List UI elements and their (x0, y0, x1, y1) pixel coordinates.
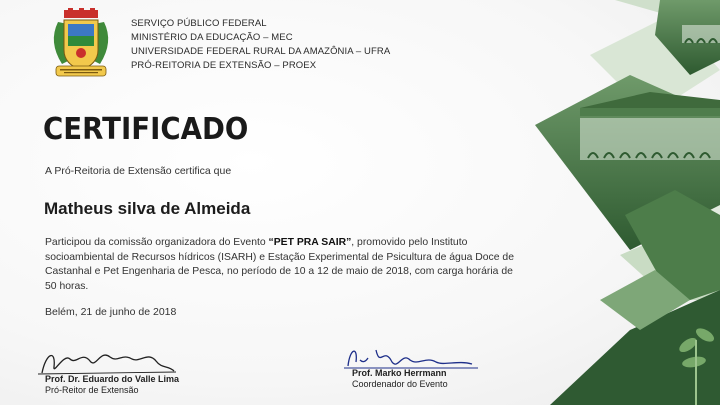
event-name: “PET PRA SAIR” (268, 237, 352, 248)
header-line-2: MINISTÉRIO DA EDUCAÇÃO – MEC (131, 32, 293, 43)
header-line-4: PRÓ-REITORIA DE EXTENSÃO – PROEX (131, 60, 317, 71)
certificate-title: CERTIFICADO (43, 112, 249, 147)
intro-text: A Pró-Reitoria de Extensão certifica que (45, 165, 232, 177)
place-date: Belém, 21 de junho de 2018 (45, 306, 177, 318)
header-line-3: UNIVERSIDADE FEDERAL RURAL DA AMAZÔNIA – UFRA (131, 46, 391, 57)
certificate-body (45, 236, 520, 294)
signature-1-name: Prof. Dr. Eduardo do Valle Lima (45, 374, 180, 384)
signature-1-role: Pró-Reitor de Extensão (45, 385, 139, 395)
signature-1-image (36, 343, 178, 377)
header-line-1: SERVIÇO PÚBLICO FEDERAL (131, 18, 267, 29)
signature-2 (352, 368, 448, 390)
university-crest-icon (44, 8, 118, 80)
body-pre: Participou da comissão organizadora do Evento (45, 237, 269, 248)
signature-2-name: Prof. Marko Herrmann (352, 368, 447, 378)
signature-2-role: Coordenador do Evento (352, 379, 448, 389)
signature-1 (45, 374, 179, 396)
institution-header (131, 17, 390, 73)
body-post: , promovido pelo Instituto socioambiental de Recursos hídricos (ISARH) e Estação Experimental de Psicultura de água Doce de Castanhal e Pet Engenharia de Pesca, no período de 10 a 12 de maio de 2018, com carga horária de 50 horas. (45, 237, 514, 292)
recipient-name: Matheus silva de Almeida (44, 199, 251, 218)
